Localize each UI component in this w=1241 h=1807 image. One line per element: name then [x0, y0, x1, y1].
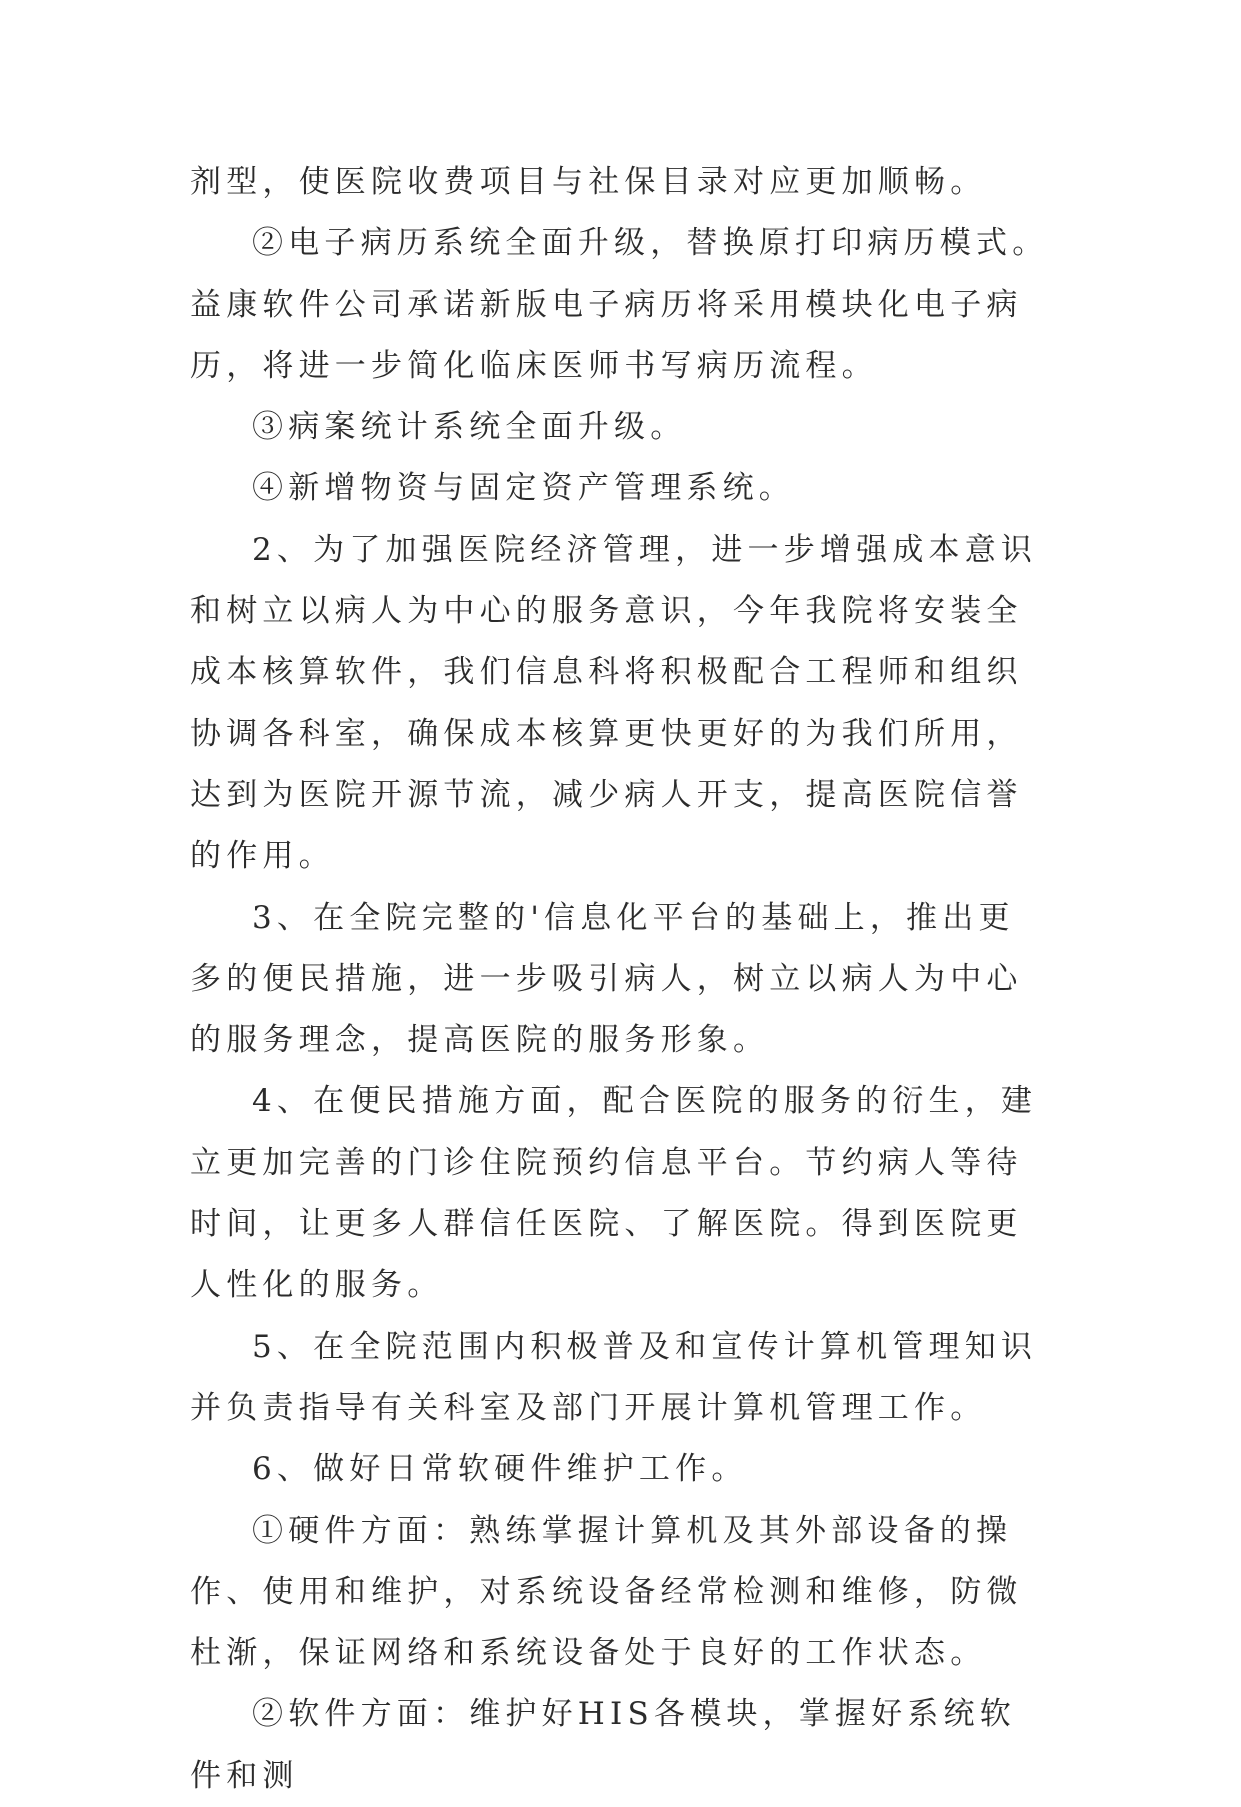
paragraph-item-4: 4、在便民措施方面，配合医院的服务的衍生，建立更加完善的门诊住院预约信息平台。节约病人等待时间，让更多人群信任医院、了解医院。得到医院更人性化的服务。 — [190, 1083, 1038, 1304]
paragraph-software: ②软件方面：维护好HIS各模块，掌握好系统软件和测 — [190, 1696, 1016, 1794]
paragraph-item-3: 3、在全院完整的'信息化平台的基础上，推出更多的便民措施，进一步吸引病人，树立以病人为中心的服务理念，提高医院的服务形象。 — [190, 899, 1023, 1059]
paragraph-hardware: ①硬件方面：熟练掌握计算机及其外部设备的操作、使用和维护，对系统设备经常检测和维修，防微杜渐，保证网络和系统设备处于良好的工作状态。 — [190, 1512, 1023, 1672]
paragraph-asset-management: ④新增物资与固定资产管理系统。 — [252, 470, 795, 507]
paragraph-continuation: 剂型，使医院收费项目与社保目录对应更加顺畅。 — [190, 164, 987, 200]
paragraph-item-5: 5、在全院范围内积极普及和宣传计算机管理知识并负责指导有关科室及部门开展计算机管理工作。 — [190, 1328, 1038, 1426]
paragraph-item-2: 2、为了加强医院经济管理，进一步增强成本意识和树立以病人为中心的服务意识，今年我院将安装全成本核算软件，我们信息科将积极配合工程师和组织协调各科室，确保成本核算更快更好的为我们所用，达到为医院开源节流，减少病人开支，提高医院信誉的作用。 — [190, 531, 1038, 875]
paragraph-item-6: 6、做好日常软硬件维护工作。 — [252, 1451, 748, 1488]
document-body — [190, 152, 1050, 1807]
paragraph-case-statistics: ③病案统计系统全面升级。 — [252, 409, 687, 446]
paragraph-emr-upgrade: ②电子病历系统全面升级，替换原打印病历模式。益康软件公司承诺新版电子病历将采用模块化电子病历，将进一步简化临床医师书写病历流程。 — [190, 225, 1049, 384]
